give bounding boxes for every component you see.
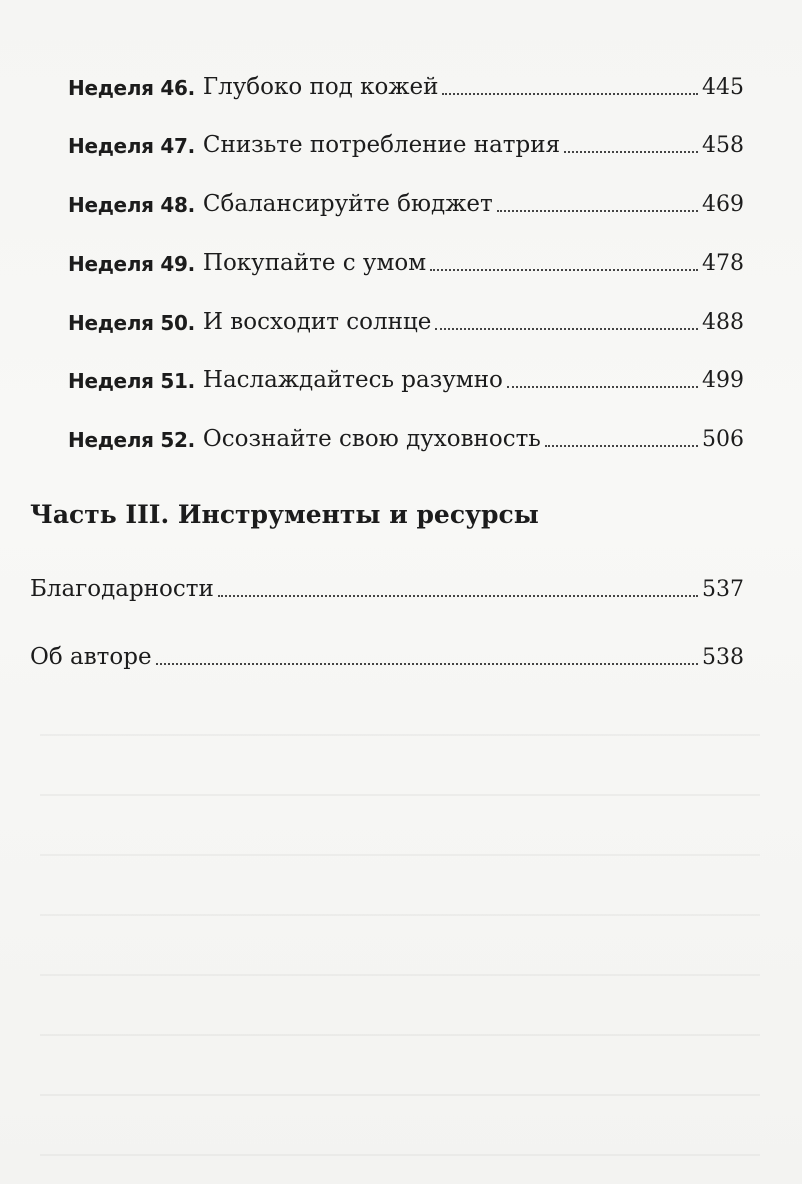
page-number: 478 — [702, 251, 744, 276]
week-title: Сбалансируйте бюджет — [202, 191, 493, 217]
toc-entry-line — [30, 644, 744, 670]
page-number: 537 — [702, 577, 744, 602]
week-label: Неделя 46. — [68, 76, 195, 100]
toc-entry-week-50 — [0, 301, 802, 341]
dot-leader — [564, 151, 698, 153]
toc-entry-line — [68, 426, 744, 452]
dot-leader — [497, 210, 698, 212]
dot-leader — [430, 269, 698, 271]
page-number: 458 — [702, 133, 744, 158]
week-title: И восходит солнце — [202, 309, 432, 335]
week-title: Покупайте с умом — [202, 250, 427, 276]
toc-entry-line — [68, 309, 744, 335]
dot-leader — [156, 663, 698, 665]
toc-entry-week-48 — [0, 183, 802, 223]
week-title: Глубоко под кожей — [202, 74, 439, 100]
week-label: Неделя 50. — [68, 311, 195, 335]
toc-entry-acknowledgements — [0, 568, 802, 608]
toc-entry-line — [30, 576, 744, 602]
toc-entry-line — [68, 132, 744, 158]
week-title: Наслаждайтесь разумно — [202, 367, 503, 393]
dot-leader — [507, 386, 698, 388]
page-number: 488 — [702, 310, 744, 335]
toc-entry-line — [68, 191, 744, 217]
toc-entry-line — [68, 250, 744, 276]
week-label: Неделя 51. — [68, 369, 195, 393]
toc-entry-week-49 — [0, 242, 802, 282]
part-heading: Часть III. Инструменты и ресурсы — [30, 500, 539, 529]
toc-entry-week-47 — [0, 124, 802, 164]
week-title: Снизьте потребление натрия — [202, 132, 561, 158]
toc-entry-about-author — [0, 636, 802, 676]
entry-title: Об авторе — [30, 644, 152, 670]
toc-entry-line — [68, 74, 744, 100]
toc-entry-line — [68, 367, 744, 393]
page-number: 499 — [702, 368, 744, 393]
toc-entry-week-46 — [0, 66, 802, 106]
week-title: Осознайте свою духовность — [202, 426, 541, 452]
toc-entry-week-51 — [0, 359, 802, 399]
week-label: Неделя 48. — [68, 193, 195, 217]
dot-leader — [545, 445, 698, 447]
show-through-text — [40, 690, 760, 1160]
page-number: 445 — [702, 75, 744, 100]
dot-leader — [435, 328, 698, 330]
page-number: 469 — [702, 192, 744, 217]
entry-title: Благодарности — [30, 576, 214, 602]
toc-entry-week-52 — [0, 418, 802, 458]
page-number: 506 — [702, 427, 744, 452]
week-label: Неделя 47. — [68, 134, 195, 158]
week-label: Неделя 52. — [68, 428, 195, 452]
dot-leader — [442, 93, 698, 95]
dot-leader — [218, 595, 698, 597]
week-label: Неделя 49. — [68, 252, 195, 276]
page-number: 538 — [702, 645, 744, 670]
